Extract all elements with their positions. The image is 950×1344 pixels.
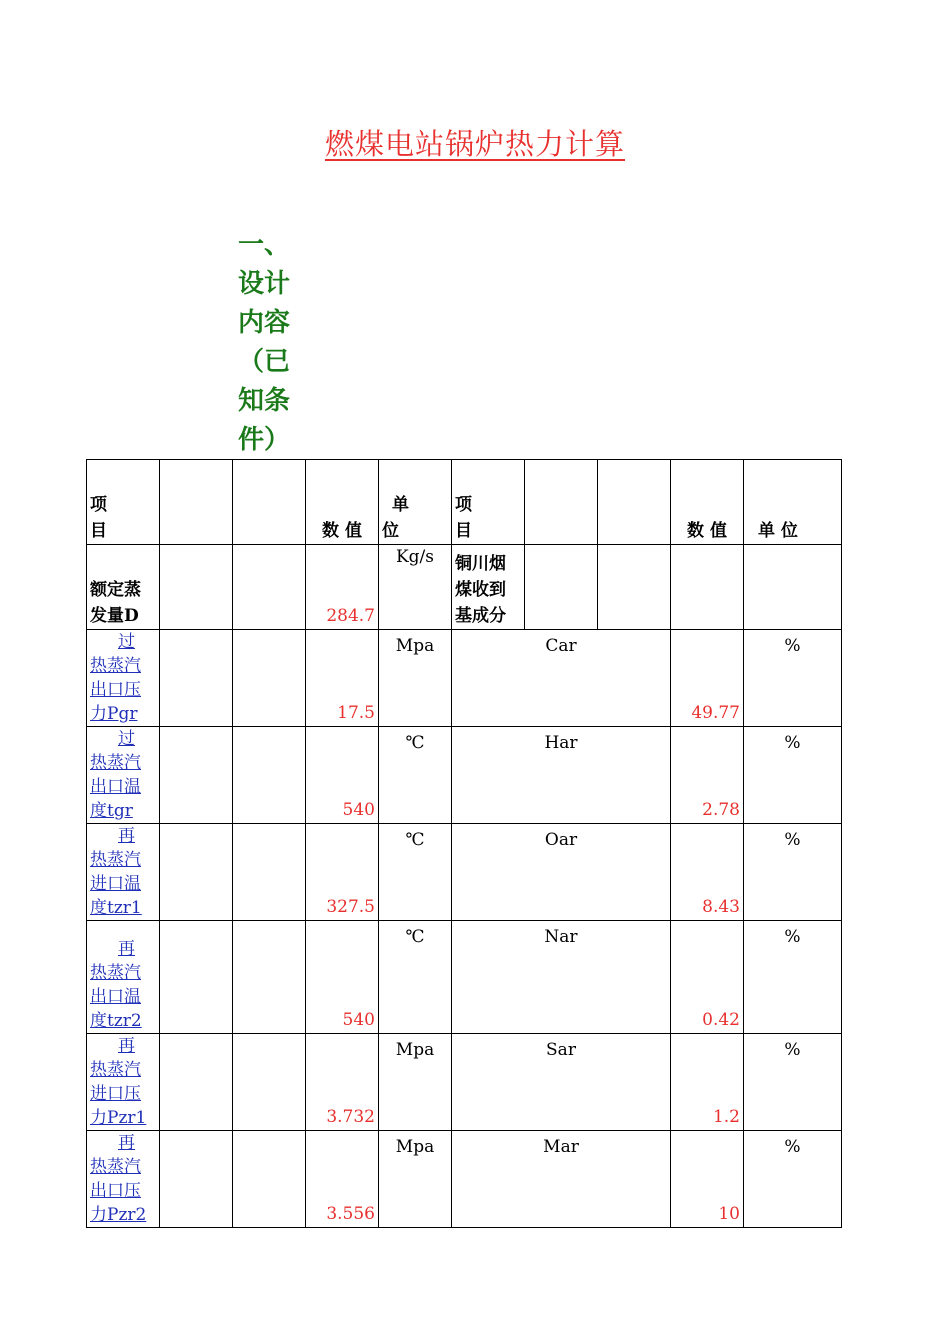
empty-cell xyxy=(671,545,744,630)
row-value: 540 xyxy=(306,921,379,1034)
row-value: 540 xyxy=(306,727,379,824)
empty-cell xyxy=(525,460,598,545)
coal-param-value: 8.43 xyxy=(671,824,744,921)
coal-param-name: Nar xyxy=(452,921,671,1034)
coal-composition-label: 铜川烟 煤收到 基成分 xyxy=(452,545,525,630)
row-label-link[interactable]: 再 热蒸汽 进口温 度tzr1 xyxy=(87,824,160,921)
row-label-link[interactable]: 再 热蒸汽 出口温 度tzr2 xyxy=(87,921,160,1034)
coal-param-value: 49.77 xyxy=(671,630,744,727)
empty-cell xyxy=(525,545,598,630)
coal-param-value: 2.78 xyxy=(671,727,744,824)
empty-cell xyxy=(233,824,306,921)
coal-param-value: 1.2 xyxy=(671,1034,744,1131)
coal-param-unit: % xyxy=(744,630,842,727)
empty-cell xyxy=(160,460,233,545)
coal-param-value: 0.42 xyxy=(671,921,744,1034)
row-unit: ℃ xyxy=(379,727,452,824)
empty-cell xyxy=(233,921,306,1034)
row-label-link[interactable]: 过 热蒸汽 出口温 度tgr xyxy=(87,727,160,824)
empty-cell xyxy=(598,460,671,545)
header-item: 项 目 xyxy=(87,460,160,545)
row-unit: ℃ xyxy=(379,824,452,921)
empty-cell xyxy=(160,630,233,727)
row-label: 额定蒸 发量D xyxy=(87,545,160,630)
section-heading-line: （已 xyxy=(238,347,291,377)
section-heading-line: 内容 xyxy=(238,308,291,338)
section-heading-line: 件） xyxy=(238,425,291,455)
coal-param-value: 10 xyxy=(671,1131,744,1228)
row-unit: ℃ xyxy=(379,921,452,1034)
coal-param-name: Oar xyxy=(452,824,671,921)
table-row xyxy=(87,921,842,1034)
row-unit: Mpa xyxy=(379,1131,452,1228)
coal-param-name: Mar xyxy=(452,1131,671,1228)
empty-cell xyxy=(233,460,306,545)
header-row xyxy=(87,460,842,545)
empty-cell xyxy=(160,545,233,630)
empty-cell xyxy=(233,630,306,727)
empty-cell xyxy=(744,545,842,630)
row-value: 284.7 xyxy=(306,545,379,630)
row-unit: Mpa xyxy=(379,1034,452,1131)
row-value: 3.556 xyxy=(306,1131,379,1228)
empty-cell xyxy=(160,727,233,824)
header-value: 数 值 xyxy=(306,460,379,545)
coal-param-unit: % xyxy=(744,824,842,921)
empty-cell xyxy=(598,545,671,630)
page-title: 燃煤电站锅炉热力计算 xyxy=(324,127,625,161)
coal-param-name: Har xyxy=(452,727,671,824)
row-unit: Mpa xyxy=(379,630,452,727)
row-value: 17.5 xyxy=(306,630,379,727)
empty-cell xyxy=(233,545,306,630)
header-item-2: 项 目 xyxy=(452,460,525,545)
table-row xyxy=(87,545,842,630)
table-row xyxy=(87,1131,842,1228)
row-unit: Kg/s xyxy=(379,545,452,630)
empty-cell xyxy=(233,1131,306,1228)
empty-cell xyxy=(160,1034,233,1131)
header-value-2: 数 值 xyxy=(671,460,744,545)
row-label-link[interactable]: 过 热蒸汽 出口压 力Pgr xyxy=(87,630,160,727)
coal-param-name: Car xyxy=(452,630,671,727)
row-label-link[interactable]: 再 热蒸汽 出口压 力Pzr2 xyxy=(87,1131,160,1228)
table-row xyxy=(87,1034,842,1131)
section-heading-line: 知条 xyxy=(238,386,291,416)
empty-cell xyxy=(233,727,306,824)
coal-param-unit: % xyxy=(744,1131,842,1228)
empty-cell xyxy=(233,1034,306,1131)
row-label-link[interactable]: 再 热蒸汽 进口压 力Pzr1 xyxy=(87,1034,160,1131)
section-heading xyxy=(238,226,304,460)
empty-cell xyxy=(160,921,233,1034)
section-heading-line: 设计 xyxy=(238,269,291,299)
coal-param-unit: % xyxy=(744,1034,842,1131)
row-value: 3.732 xyxy=(306,1034,379,1131)
table-row xyxy=(87,630,842,727)
header-unit-2: 单 位 xyxy=(744,460,842,545)
section-heading-line: 一、 xyxy=(238,230,291,260)
header-unit: 单 位 xyxy=(379,460,452,545)
empty-cell xyxy=(160,1131,233,1228)
design-parameters-table xyxy=(86,459,842,1228)
table-row xyxy=(87,727,842,824)
coal-param-unit: % xyxy=(744,921,842,1034)
row-value: 327.5 xyxy=(306,824,379,921)
coal-param-name: Sar xyxy=(452,1034,671,1131)
coal-param-unit: % xyxy=(744,727,842,824)
table-row xyxy=(87,824,842,921)
empty-cell xyxy=(160,824,233,921)
